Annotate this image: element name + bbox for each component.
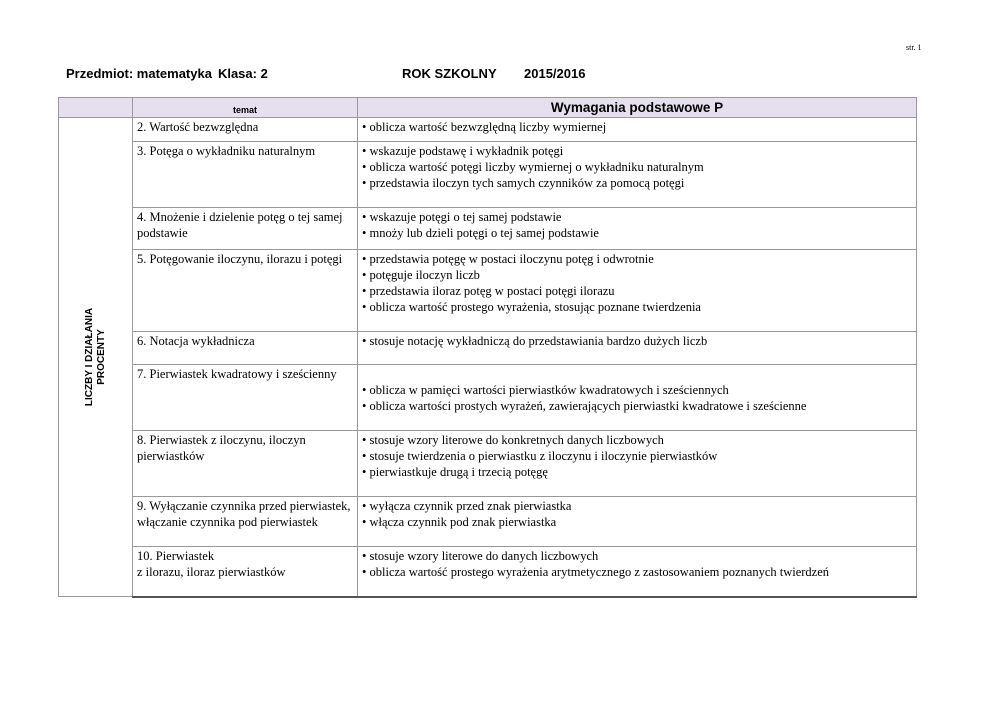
requirement-item: • oblicza wartość bezwzględną liczby wymiernej bbox=[362, 120, 607, 134]
section-label bbox=[84, 308, 108, 406]
table-row bbox=[59, 142, 917, 208]
requirements-column-header: Wymagania podstawowe P bbox=[358, 98, 917, 118]
requirement-item: • oblicza wartości prostych wyrażeń, zawierających pierwiastki kwadratowe i sześcienne bbox=[362, 399, 807, 413]
topic-column-header: temat bbox=[133, 98, 358, 118]
requirement-item: • przedstawia potęgę w postaci iloczynu potęg i odwrotnie bbox=[362, 252, 654, 266]
requirement-item: • przedstawia iloczyn tych samych czynników za pomocą potęgi bbox=[362, 176, 685, 190]
requirement-item: • stosuje wzory literowe do danych liczbowych bbox=[362, 549, 599, 563]
requirement-item: • stosuje wzory literowe do konkretnych danych liczbowych bbox=[362, 433, 664, 447]
requirements-cell bbox=[358, 547, 917, 597]
requirement-item: • wskazuje potęgi o tej samej podstawie bbox=[362, 210, 562, 224]
topic-cell: 3. Potęga o wykładniku naturalnym bbox=[133, 142, 358, 208]
requirement-item: • stosuje twierdzenia o pierwiastku z iloczynu i iloczynie pierwiastków bbox=[362, 449, 718, 463]
topic-line: 10. Pierwiastek bbox=[137, 549, 215, 563]
topic-cell: 7. Pierwiastek kwadratowy i sześcienny bbox=[133, 365, 358, 431]
requirements-cell bbox=[358, 250, 917, 332]
table-row bbox=[59, 208, 917, 250]
requirements-cell bbox=[358, 365, 917, 431]
table-row bbox=[59, 365, 917, 431]
requirements-cell bbox=[358, 332, 917, 365]
requirement-item: • mnoży lub dzieli potęgi o tej samej podstawie bbox=[362, 226, 599, 240]
table-row bbox=[59, 431, 917, 497]
table-row bbox=[59, 547, 917, 597]
topic-cell: 2. Wartość bezwzględna bbox=[133, 118, 358, 142]
school-year-label: ROK SZKOLNY bbox=[402, 66, 497, 81]
topic-cell: 8. Pierwiastek z iloczynu, iloczyn pierwiastków bbox=[133, 431, 358, 497]
section-label-cell bbox=[59, 118, 133, 597]
requirements-table bbox=[58, 97, 917, 598]
requirement-item: • potęguje iloczyn liczb bbox=[362, 268, 480, 282]
requirement-item: • wyłącza czynnik przed znak pierwiastka bbox=[362, 499, 572, 513]
requirement-item: • oblicza w pamięci wartości pierwiastków kwadratowych i sześciennych bbox=[362, 383, 729, 397]
requirements-cell bbox=[358, 497, 917, 547]
requirement-item: • oblicza wartość prostego wyrażenia, stosując poznane twierdzenia bbox=[362, 300, 701, 314]
requirement-item: • stosuje notację wykładniczą do przedstawiania bardzo dużych liczb bbox=[362, 334, 708, 348]
topic-line: z ilorazu, iloraz pierwiastków bbox=[137, 565, 286, 579]
requirement-item: • oblicza wartość potęgi liczby wymiernej o wykładniku naturalnym bbox=[362, 160, 704, 174]
table-row bbox=[59, 118, 917, 142]
topic-cell bbox=[133, 547, 358, 597]
requirements-cell bbox=[358, 142, 917, 208]
topic-cell: 5. Potęgowanie iloczynu, ilorazu i potęgi bbox=[133, 250, 358, 332]
subject-label: Przedmiot: matematyka bbox=[66, 66, 212, 81]
requirement-item: • przedstawia iloraz potęg w postaci potęgi ilorazu bbox=[362, 284, 615, 298]
requirements-cell bbox=[358, 431, 917, 497]
requirements-cell bbox=[358, 118, 917, 142]
school-year-value: 2015/2016 bbox=[524, 66, 586, 81]
requirement-item: • włącza czynnik pod znak pierwiastka bbox=[362, 515, 557, 529]
section-label-line2: PROCENTY bbox=[95, 329, 107, 385]
requirement-item: • pierwiastkuje drugą i trzecią potęgę bbox=[362, 465, 548, 479]
requirement-item: • wskazuje podstawę i wykładnik potęgi bbox=[362, 144, 564, 158]
topic-cell: 6. Notacja wykładnicza bbox=[133, 332, 358, 365]
topic-cell: 4. Mnożenie i dzielenie potęg o tej samej podstawie bbox=[133, 208, 358, 250]
header-corner-cell bbox=[59, 98, 133, 118]
section-label-line1: LICZBY I DZIAŁANIA bbox=[83, 307, 95, 407]
requirement-item: • oblicza wartość prostego wyrażenia arytmetycznego z zastosowaniem poznanych twierdzeń bbox=[362, 565, 830, 579]
page-number: str. 1 bbox=[906, 43, 922, 52]
topic-cell: 9. Wyłączanie czynnika przed pierwiastek, włączanie czynnika pod pierwiastek bbox=[133, 497, 358, 547]
requirements-cell bbox=[358, 208, 917, 250]
requirements-table-wrapper bbox=[58, 97, 916, 598]
table-row bbox=[59, 250, 917, 332]
class-label: Klasa: 2 bbox=[217, 66, 268, 81]
table-header-row bbox=[59, 98, 917, 118]
document-header-subject bbox=[66, 66, 268, 81]
table-row bbox=[59, 332, 917, 365]
table-row bbox=[59, 497, 917, 547]
